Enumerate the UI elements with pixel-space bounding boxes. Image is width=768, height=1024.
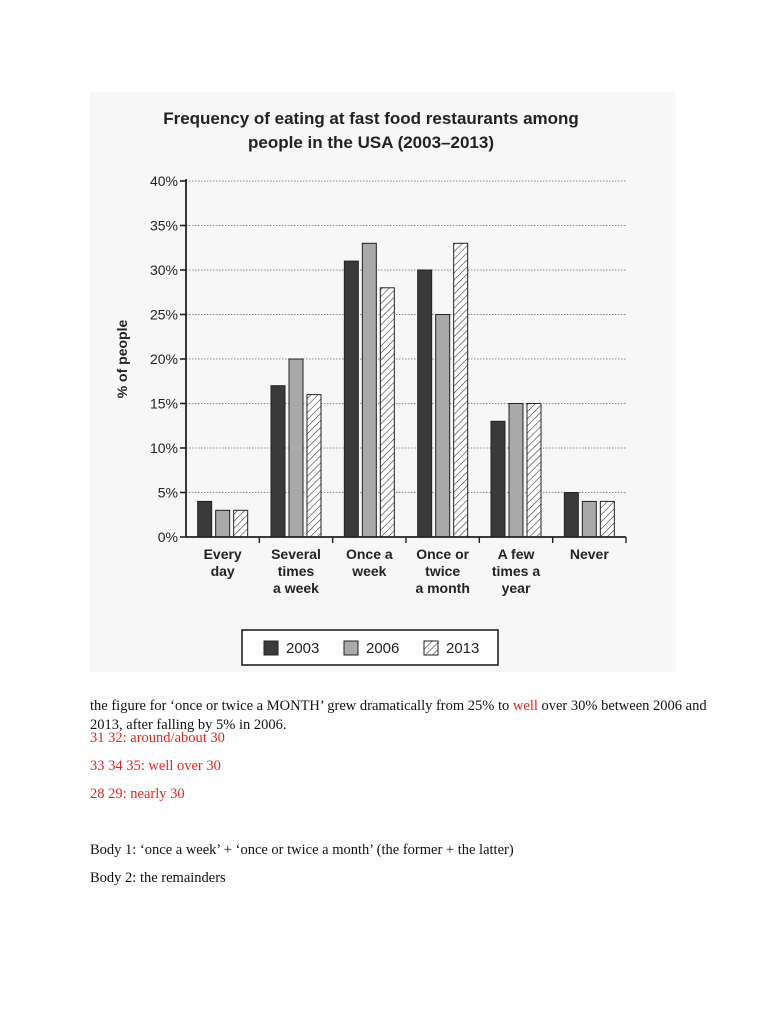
legend-swatch-2013 — [424, 641, 438, 655]
bar-2003 — [198, 501, 212, 537]
y-tick-label: 20% — [149, 351, 178, 367]
y-tick-label: 30% — [149, 262, 178, 278]
legend-swatch-2006 — [344, 641, 358, 655]
x-category-label: times a — [491, 563, 541, 579]
x-category-label: a week — [273, 580, 319, 596]
body-1-note: Body 1: ‘once a week’ + ‘once or twice a month’ (the former + the latter) — [90, 842, 514, 858]
x-category-label: day — [210, 563, 235, 579]
y-tick-label: 10% — [149, 440, 178, 456]
note-highlight-well: well — [512, 697, 538, 714]
bar-2003 — [491, 421, 505, 537]
note-text-start: the figure for ‘once or twice a MONTH’ grew dramatically from 25% to — [90, 697, 513, 714]
red-note-well-over-30: 33 34 35: well over 30 — [90, 758, 221, 774]
bar-2013 — [380, 288, 394, 537]
x-category-label: Once a — [345, 546, 393, 562]
y-tick-label: 40% — [149, 173, 178, 189]
bar-2006 — [289, 359, 303, 537]
x-category-label: Never — [569, 546, 609, 562]
bar-2003 — [418, 270, 432, 537]
bar-2006 — [216, 510, 230, 537]
red-note-around-30: 31 32: around/about 30 — [90, 730, 225, 746]
bar-2013 — [527, 404, 541, 538]
y-tick-label: 35% — [149, 217, 178, 234]
legend-label: 2003 — [286, 640, 320, 657]
bar-2013 — [234, 510, 248, 537]
bar-2013 — [600, 501, 614, 537]
note-text-end: over 30% between 2006 and 2013, after falling by 5% in 2006. — [90, 697, 707, 733]
x-category-label: year — [501, 580, 531, 596]
chart-figure — [90, 92, 676, 672]
y-tick-label: 15% — [149, 395, 178, 412]
x-category-label: Several — [271, 546, 321, 562]
x-category-label: Once or — [416, 546, 470, 562]
bar-chart — [90, 92, 676, 672]
red-note-nearly-30: 28 29: nearly 30 — [90, 786, 185, 802]
bar-2003 — [271, 386, 285, 537]
y-tick-label: 25% — [149, 306, 178, 323]
bar-2006 — [362, 243, 376, 537]
x-category-label: times — [277, 563, 315, 579]
bar-2003 — [564, 493, 578, 538]
y-axis-label: % of people — [114, 319, 130, 399]
bar-2013 — [307, 395, 321, 537]
body-2-note: Body 2: the remainders — [90, 870, 226, 886]
bar-2006 — [436, 315, 450, 538]
y-tick-label: 5% — [157, 484, 178, 501]
x-category-label: Every — [203, 546, 242, 562]
x-category-label: A few — [497, 546, 535, 562]
x-category-label: a month — [415, 580, 470, 596]
x-category-label: week — [352, 563, 387, 579]
legend-swatch-2003 — [264, 641, 278, 655]
bar-2006 — [509, 404, 523, 538]
legend-label: 2013 — [446, 640, 480, 657]
chart-title-line: people in the USA (2003–2013) — [248, 133, 494, 152]
x-category-label: twice — [425, 563, 461, 579]
bar-2003 — [344, 261, 358, 537]
chart-title-line: Frequency of eating at fast food restaurants among — [163, 109, 579, 128]
legend-label: 2006 — [366, 640, 400, 657]
bar-2006 — [582, 501, 596, 537]
y-tick-label: 0% — [157, 529, 178, 545]
bar-2013 — [454, 243, 468, 537]
